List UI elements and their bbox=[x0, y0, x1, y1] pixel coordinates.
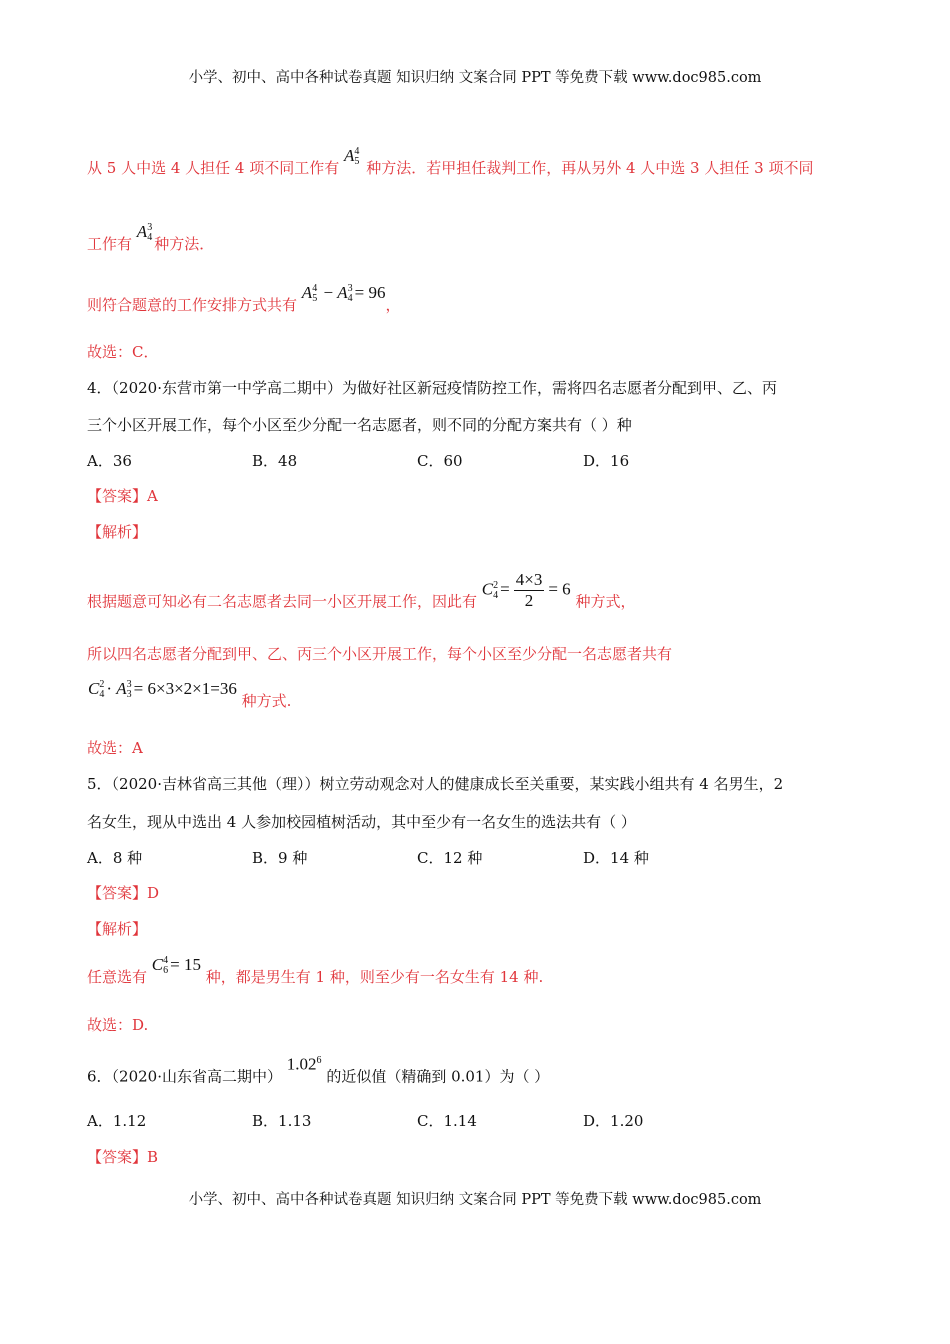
choice-line: 故选：A bbox=[87, 739, 143, 757]
solution-line: 则符合题意的工作安排方式共有 A 4 5 − A 3 4 = 96， bbox=[87, 283, 401, 314]
option-a: A．8 种 bbox=[87, 849, 143, 867]
answer-label: 【答案】D bbox=[87, 884, 160, 902]
option-c: C．60 bbox=[417, 452, 463, 470]
option-d: D．16 bbox=[583, 452, 630, 470]
analysis-label: 【解析】 bbox=[87, 920, 148, 938]
solution-line: 所以四名志愿者分配到甲、乙、丙三个小区开展工作，每个小区至少分配一名志愿者共有 bbox=[87, 645, 673, 663]
solution-line: C 2 4 · A 3 3 = 6×3×2×1=36 种方式. bbox=[88, 679, 292, 710]
option-c: C．1.14 bbox=[417, 1112, 477, 1130]
solution-line: 工作有 A 3 4 种方法． bbox=[87, 222, 215, 253]
solution-line: 根据题意可知必有二名志愿者去同一小区开展工作，因此有 C 2 4 = $\frac{4\times 3}{2}$ = 6 种方式， bbox=[87, 570, 636, 611]
option-c: C．12 种 bbox=[417, 849, 483, 867]
page-header: 小学、初中、高中各种试卷真题 知识归纳 文案合同 PPT 等免费下载 www.doc985.com bbox=[188, 70, 762, 86]
math-formula: C 4 6 = 15 bbox=[151, 955, 201, 977]
analysis-label: 【解析】 bbox=[87, 523, 148, 541]
math-formula: A 4 5 − A 3 4 = 96 bbox=[301, 283, 386, 305]
math-formula: A 4 5 bbox=[344, 146, 360, 168]
answer-label: 【答案】B bbox=[87, 1148, 159, 1166]
choice-line: 故选：C． bbox=[87, 343, 159, 361]
math-formula: C 2 4 · A 3 3 = 6×3×2×1=36 bbox=[88, 679, 237, 701]
option-b: B．48 bbox=[252, 452, 298, 470]
option-b: B．9 种 bbox=[252, 849, 308, 867]
question-stem: 4．（2020·东营市第一中学高二期中）为做好社区新冠疫情防控工作，需将四名志愿者分配到甲、乙、丙 bbox=[87, 379, 777, 397]
math-formula: C 2 4 = $\frac{4\times 3}{2}$ = 6 bbox=[481, 570, 571, 610]
math-formula: 1.02$^6$ bbox=[286, 1054, 322, 1074]
math-formula: A 3 4 bbox=[136, 222, 153, 244]
question-stem: 6．（2020·山东省高二期中） 1.02$^6$ 的近似值（精确到 0.01）为（ ） bbox=[87, 1063, 549, 1087]
choice-line: 故选：D. bbox=[87, 1016, 149, 1034]
option-a: A．36 bbox=[87, 452, 132, 470]
option-a: A．1.12 bbox=[87, 1112, 147, 1130]
page-footer: 小学、初中、高中各种试卷真题 知识归纳 文案合同 PPT 等免费下载 www.doc985.com bbox=[188, 1192, 762, 1208]
question-stem: 三个小区开展工作，每个小区至少分配一名志愿者，则不同的分配方案共有（ ）种 bbox=[87, 416, 632, 434]
option-d: D．1.20 bbox=[583, 1112, 644, 1130]
solution-line: 从 5 人中选 4 人担任 4 项不同工作有 A 4 5 种方法．若甲担任裁判工作，再从另外 4 人中选 3 人担任 3 项不同 bbox=[87, 146, 814, 177]
question-stem: 5．（2020·吉林省高三其他（理））树立劳动观念对人的健康成长至关重要，某实践小组共有 4 名男生，2 bbox=[87, 775, 784, 793]
option-d: D．14 种 bbox=[583, 849, 649, 867]
option-b: B．1.13 bbox=[252, 1112, 312, 1130]
solution-line: 任意选有 C 4 6 = 15 种，都是男生有 1 种，则至少有一名女生有 14 种. bbox=[87, 955, 544, 986]
question-stem: 名女生，现从中选出 4 人参加校园植树活动，其中至少有一名女生的选法共有（ ） bbox=[87, 813, 636, 831]
answer-label: 【答案】A bbox=[87, 487, 158, 505]
